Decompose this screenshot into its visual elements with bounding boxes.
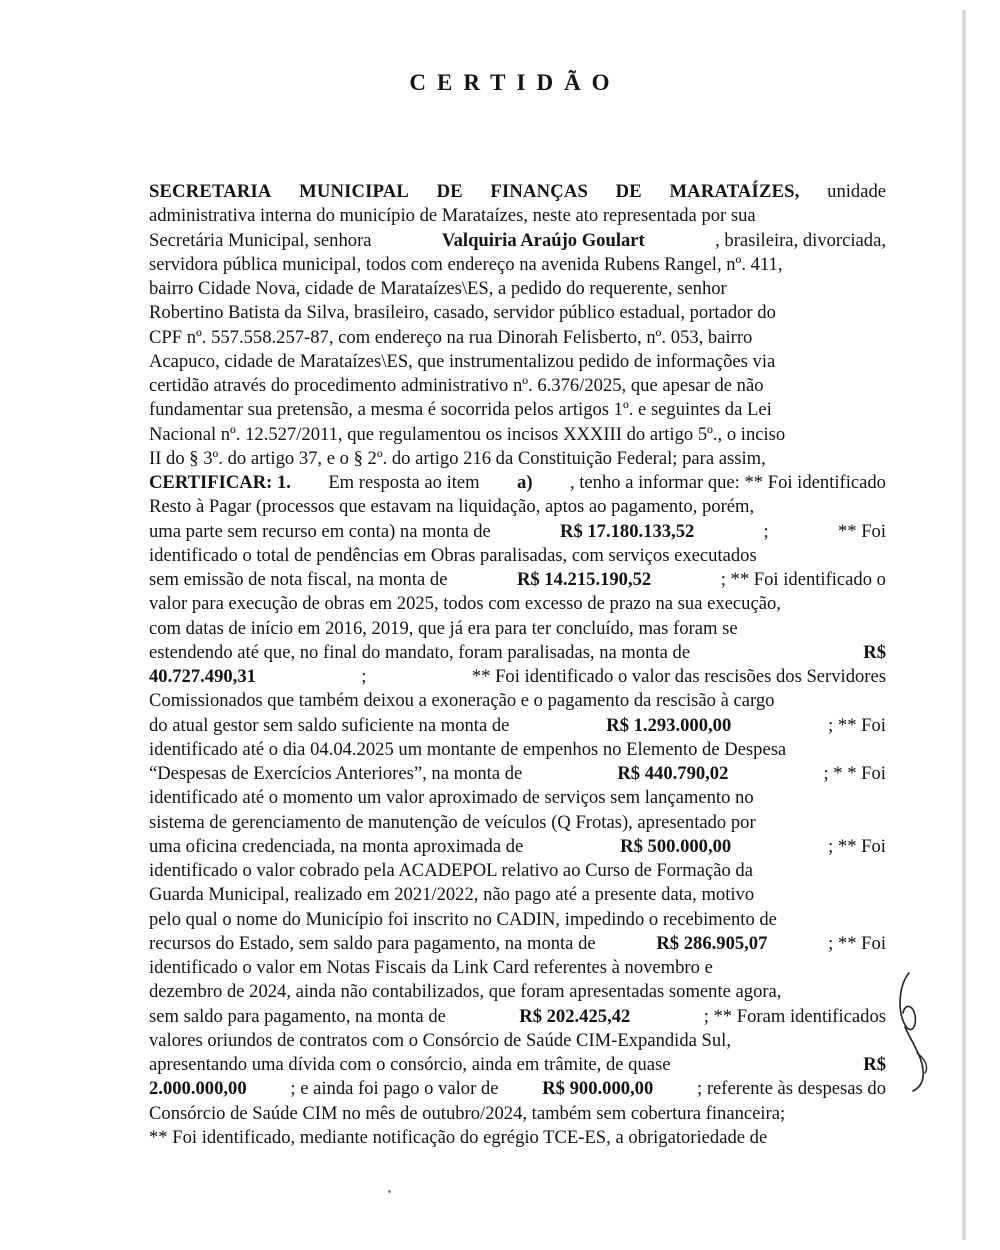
bold-text-segment: R$ 1.293.000,00 (606, 714, 732, 736)
text-segment: estendendo até que, no final do mandato, foram paralisadas, na monta de (149, 641, 691, 663)
text-line (149, 1029, 886, 1053)
text-segment: recursos do Estado, sem saldo para pagamento, na monta de (149, 932, 596, 954)
bold-text-segment: R$ (863, 1054, 886, 1075)
text-line (149, 1077, 886, 1101)
bold-text-segment: R$ 14.215.190,52 (516, 569, 652, 590)
text-line (149, 1102, 886, 1126)
text-line (149, 398, 886, 422)
text-segment: ; (763, 520, 769, 542)
text-line (149, 592, 886, 616)
bold-text-segment: DE (436, 181, 463, 202)
text-line (149, 471, 886, 495)
text-segment: uma parte sem recurso em conta) na monta de (149, 520, 491, 542)
document-title: CERTIDÃO (409, 70, 621, 95)
text-line (149, 423, 886, 447)
scan-speck (388, 1190, 391, 1193)
text-segment: Nacional nº. 12.527/2011, que regulamentou os incisos XXXIII do artigo 5º., o inciso (149, 423, 786, 445)
text-segment: Guarda Municipal, realizado em 2021/2022, não pago até a presente data, motivo (149, 884, 755, 906)
text-line (149, 835, 886, 859)
text-line (149, 908, 886, 932)
bold-text-segment: MUNICIPAL (299, 181, 410, 202)
text-line (149, 762, 886, 786)
text-segment: ** Foi (837, 520, 886, 542)
text-line (149, 447, 886, 471)
text-segment: Consórcio de Saúde CIM no mês de outubro/2024, também sem cobertura financeira; (149, 1102, 786, 1124)
bold-text-segment: DE (615, 181, 642, 202)
text-segment: identificado o total de pendências em Obras paralisadas, com serviços executados (149, 544, 757, 566)
text-segment: Resto à Pagar (processos que estavam na liquidação, aptos ao pagamento, porém, (149, 496, 755, 518)
text-line (149, 204, 886, 228)
text-segment: ** Foi identificado, mediante notificação do egrégio TCE-ES, a obrigatoriedade de (149, 1126, 768, 1148)
text-segment: sem emissão de nota fiscal, na monta de (149, 569, 448, 590)
text-segment: identificado o valor cobrado pela ACADEPOL relativo ao Curso de Formação da (149, 860, 753, 881)
text-segment: , brasileira, divorciada, (715, 229, 886, 251)
bold-text-segment: R$ 286.905,07 (656, 932, 768, 954)
text-segment: Em resposta ao item (328, 472, 480, 493)
text-segment: ; ** Foi identificado o (720, 569, 886, 590)
text-segment: II do § 3º. do artigo 37, e o § 2º. do artigo 216 da Constituição Federal; para assim, (149, 447, 766, 469)
text-segment: certidão através do procedimento administrativo nº. 6.376/2025, que apesar de não (149, 375, 764, 396)
bold-text-segment: CERTIFICAR: 1. (149, 472, 291, 493)
text-line (149, 786, 886, 810)
text-line (149, 350, 886, 374)
text-line (149, 617, 886, 641)
bold-text-segment: R$ 900.000,00 (542, 1078, 654, 1100)
text-line (149, 641, 886, 665)
text-segment: Acapuco, cidade de Marataízes\ES, que instrumentalizou pedido de informações via (149, 350, 776, 372)
text-segment: ** Foi identificado o valor das rescisões dos Servidores (471, 666, 886, 687)
text-segment: , tenho a informar que: ** Foi identificado (569, 472, 886, 493)
bold-text-segment: SECRETARIA (149, 181, 272, 202)
text-segment: servidora pública municipal, todos com endereço na avenida Rubens Rangel, nº. 411, (149, 253, 783, 275)
text-segment: valor para execução de obras em 2025, todos com excesso de prazo na sua execução, (149, 593, 781, 615)
bold-text-segment: R$ 17.180.133,52 (560, 520, 695, 542)
text-segment: Robertino Batista da Silva, brasileiro, casado, servidor público estadual, portador do (149, 302, 776, 324)
bold-text-segment: R$ (863, 641, 886, 663)
text-segment: ; ** Foi (828, 835, 886, 857)
text-segment: fundamentar sua pretensão, a mesma é socorrida pelos artigos 1º. e seguintes da Lei (149, 399, 772, 421)
text-line (149, 689, 886, 713)
text-segment: Comissionados que também deixou a exoneração e o pagamento da rescisão à cargo (149, 690, 775, 712)
bold-text-segment: R$ 202.425,42 (519, 1005, 631, 1027)
bold-text-segment: R$ 500.000,00 (620, 835, 732, 857)
text-line (149, 932, 886, 956)
text-segment: ; ** Foram identificados (703, 1005, 886, 1027)
text-line (149, 883, 886, 907)
text-line (149, 738, 886, 762)
text-segment: valores oriundos de contratos com o Consórcio de Saúde CIM-Expandida Sul, (149, 1029, 731, 1051)
bold-text-segment: MARATAÍZES, (669, 181, 800, 202)
handwritten-initial-mark (895, 965, 935, 1095)
text-segment: Secretária Municipal, senhora (149, 229, 372, 251)
text-segment: administrativa interna do município de Marataízes, neste ato representada por sua (149, 205, 756, 227)
text-segment: com datas de início em 2016, 2019, que já era para ter concluído, mas foram se (149, 617, 738, 639)
text-segment: ; e ainda foi pago o valor de (290, 1078, 499, 1100)
text-segment: ; * * Foi (823, 763, 886, 784)
text-segment: dezembro de 2024, ainda não contabilizados, que foram apresentadas somente agora, (149, 981, 782, 1003)
text-line (149, 956, 886, 980)
text-line (149, 859, 886, 883)
text-line (149, 374, 886, 398)
text-segment: CPF nº. 557.558.257-87, com endereço na rua Dinorah Felisberto, nº. 053, bairro (149, 326, 753, 348)
text-segment: do atual gestor sem saldo suficiente na monta de (149, 714, 510, 736)
bold-text-segment: Valquiria Araújo Goulart (441, 229, 645, 251)
text-segment: “Despesas de Exercícios Anteriores”, na monta de (149, 763, 523, 784)
text-segment: ; ** Foi (828, 932, 886, 954)
text-line (149, 568, 886, 592)
bold-text-segment: 2.000.000,00 (149, 1078, 247, 1100)
bold-text-segment: FINANÇAS (490, 181, 589, 202)
text-line (149, 180, 886, 204)
text-line (149, 277, 886, 301)
text-segment: identificado até o dia 04.04.2025 um montante de empenhos no Elemento de Despesa (149, 738, 787, 760)
text-line (149, 811, 886, 835)
text-segment: identificado o valor em Notas Fiscais da Link Card referentes à novembro e (149, 957, 713, 978)
text-segment: sem saldo para pagamento, na monta de (149, 1005, 446, 1027)
text-segment: pelo qual o nome do Município foi inscrito no CADIN, impedindo o recebimento de (149, 908, 777, 930)
bold-text-segment: 40.727.490,31 (149, 666, 256, 687)
text-line (149, 1126, 886, 1150)
text-segment: ; referente às despesas do (697, 1078, 886, 1100)
text-segment: ; ** Foi (828, 714, 886, 736)
text-line (149, 544, 886, 568)
text-line (149, 980, 886, 1004)
document-body (149, 180, 886, 1150)
text-segment: apresentando uma dívida com o consórcio, ainda em trâmite, de quase (149, 1054, 671, 1075)
text-line (149, 520, 886, 544)
text-line (149, 229, 886, 253)
text-segment: ; (361, 666, 367, 687)
text-line (149, 714, 886, 738)
page-edge-shadow (962, 10, 966, 1240)
text-line (149, 326, 886, 350)
text-line (149, 1053, 886, 1077)
text-segment: uma oficina credenciada, na monta aproximada de (149, 835, 524, 857)
text-line (149, 1005, 886, 1029)
text-line (149, 665, 886, 689)
text-line (149, 301, 886, 325)
text-segment: unidade (827, 181, 886, 202)
text-segment: sistema de gerenciamento de manutenção de veículos (Q Frotas), apresentado por (149, 811, 756, 833)
text-segment: bairro Cidade Nova, cidade de Marataízes\ES, a pedido do requerente, senhor (149, 278, 727, 299)
text-line (149, 495, 886, 519)
bold-text-segment: R$ 440.790,02 (617, 763, 729, 784)
bold-text-segment: a) (517, 472, 533, 493)
text-line (149, 253, 886, 277)
text-segment: identificado até o momento um valor aproximado de serviços sem lançamento no (149, 787, 754, 809)
